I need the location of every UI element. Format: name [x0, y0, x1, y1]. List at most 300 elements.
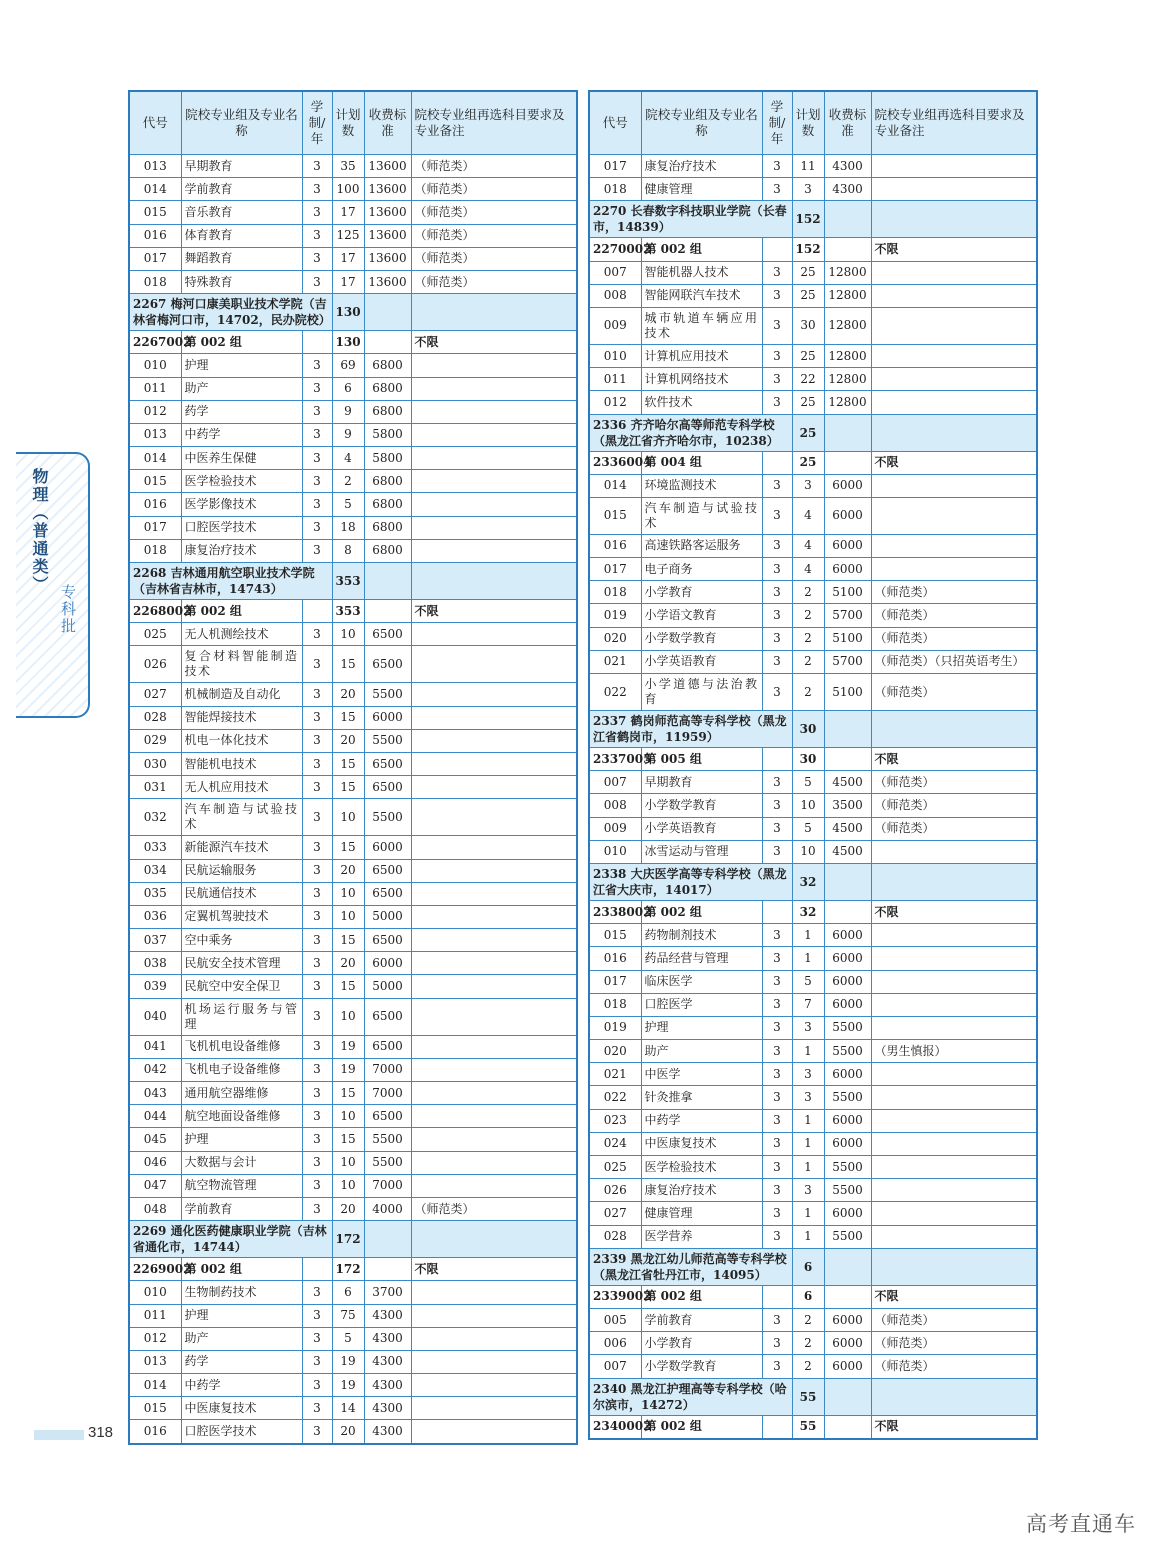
- major-name: 助产: [641, 1040, 762, 1063]
- major-name: 生物制药技术: [181, 1281, 302, 1304]
- major-plan: 15: [332, 929, 364, 952]
- major-years: 3: [762, 1355, 792, 1378]
- major-note: [411, 706, 577, 729]
- major-note: （师范类）: [411, 201, 577, 224]
- school-plan: 32: [792, 863, 824, 900]
- major-code: 010: [589, 344, 641, 367]
- major-fee: 5500: [824, 1040, 871, 1063]
- major-name: 康复治疗技术: [641, 1179, 762, 1202]
- major-row: [129, 270, 577, 293]
- major-fee: 5500: [824, 1179, 871, 1202]
- watermark: 高考直通车: [1026, 1512, 1136, 1536]
- major-years: 3: [762, 771, 792, 794]
- major-name: 大数据与会计: [181, 1151, 302, 1174]
- major-name: 计算机应用技术: [641, 344, 762, 367]
- major-name: 小学语文教育: [641, 604, 762, 627]
- major-years: 3: [302, 377, 332, 400]
- major-name: 健康管理: [641, 1202, 762, 1225]
- major-note: [411, 799, 577, 836]
- major-name: 学前教育: [181, 1197, 302, 1220]
- major-plan: 10: [332, 1174, 364, 1197]
- major-row: [589, 391, 1037, 414]
- major-note: [871, 1016, 1037, 1039]
- group-fee: [824, 451, 871, 474]
- major-name: 特殊教育: [181, 270, 302, 293]
- major-code: 014: [129, 447, 181, 470]
- major-plan: 10: [332, 1151, 364, 1174]
- major-plan: 2: [792, 1332, 824, 1355]
- major-note: [871, 970, 1037, 993]
- major-code: 016: [129, 493, 181, 516]
- major-years: 3: [302, 623, 332, 646]
- major-name: 音乐教育: [181, 201, 302, 224]
- major-name: 医学检验技术: [641, 1156, 762, 1179]
- major-note: [411, 423, 577, 446]
- major-code: 006: [589, 1332, 641, 1355]
- major-plan: 1: [792, 1202, 824, 1225]
- major-note: [871, 1202, 1037, 1225]
- major-code: 026: [589, 1179, 641, 1202]
- major-plan: 15: [332, 706, 364, 729]
- group-code: 2338002: [589, 900, 641, 923]
- header-plan: 计划数: [332, 91, 364, 155]
- major-name: 民航空中安全保卫: [181, 975, 302, 998]
- major-code: 012: [129, 400, 181, 423]
- major-note: [411, 447, 577, 470]
- group-plan: 353: [332, 600, 364, 623]
- major-name: 学前教育: [641, 1308, 762, 1331]
- major-code: 015: [589, 924, 641, 947]
- major-code: 024: [589, 1132, 641, 1155]
- major-note: [411, 776, 577, 799]
- group-name: 第 004 组: [641, 451, 762, 474]
- major-plan: 2: [792, 1355, 824, 1378]
- major-note: [871, 178, 1037, 201]
- group-plan: 30: [792, 748, 824, 771]
- major-row: [129, 952, 577, 975]
- major-code: 008: [589, 794, 641, 817]
- major-years: 3: [762, 1109, 792, 1132]
- major-row: [589, 261, 1037, 284]
- major-plan: 35: [332, 155, 364, 178]
- major-name: 中医学: [641, 1063, 762, 1086]
- major-plan: 20: [332, 952, 364, 975]
- major-row: [129, 1174, 577, 1197]
- major-note: [411, 1151, 577, 1174]
- major-row: [129, 493, 577, 516]
- major-row: [589, 1016, 1037, 1039]
- major-plan: 10: [792, 840, 824, 863]
- major-years: 3: [762, 924, 792, 947]
- major-years: 3: [302, 400, 332, 423]
- major-row: [129, 1281, 577, 1304]
- major-fee: 5000: [364, 905, 411, 928]
- school-note: [871, 1378, 1037, 1415]
- major-years: 3: [762, 368, 792, 391]
- major-fee: 5500: [824, 1016, 871, 1039]
- major-years: 3: [302, 836, 332, 859]
- major-note: [411, 1374, 577, 1397]
- major-note: [411, 1058, 577, 1081]
- major-name: 智能机器人技术: [641, 261, 762, 284]
- major-code: 017: [589, 970, 641, 993]
- group-fee: [364, 331, 411, 354]
- school-fee: [824, 711, 871, 748]
- major-name: 护理: [181, 354, 302, 377]
- major-note: [411, 1397, 577, 1420]
- major-note: [871, 474, 1037, 497]
- major-row: [589, 1132, 1037, 1155]
- school-name: 2337 鹤岗师范高等专科学校（黑龙江省鹤岗市，11959）: [589, 711, 792, 748]
- major-years: 3: [302, 539, 332, 562]
- major-note: （师范类）: [871, 604, 1037, 627]
- major-years: 3: [762, 391, 792, 414]
- major-plan: 10: [332, 623, 364, 646]
- group-row: [589, 748, 1037, 771]
- major-code: 015: [129, 470, 181, 493]
- major-years: 3: [302, 516, 332, 539]
- major-fee: 6000: [364, 836, 411, 859]
- major-code: 034: [129, 859, 181, 882]
- major-note: （师范类）: [411, 247, 577, 270]
- major-code: 047: [129, 1174, 181, 1197]
- major-note: [411, 975, 577, 998]
- major-fee: 6500: [364, 646, 411, 683]
- major-years: 3: [762, 1016, 792, 1039]
- major-fee: 13600: [364, 155, 411, 178]
- major-years: 3: [762, 178, 792, 201]
- major-code: 015: [129, 1397, 181, 1420]
- major-plan: 2: [792, 581, 824, 604]
- major-years: 3: [302, 1035, 332, 1058]
- major-note: [411, 1035, 577, 1058]
- major-plan: 19: [332, 1350, 364, 1373]
- major-code: 028: [589, 1225, 641, 1248]
- major-years: 3: [302, 270, 332, 293]
- major-plan: 10: [332, 905, 364, 928]
- major-fee: 5800: [364, 447, 411, 470]
- major-row: [589, 1086, 1037, 1109]
- page-number-bar: [34, 1430, 84, 1440]
- major-years: 3: [302, 224, 332, 247]
- header-code: 代号: [589, 91, 641, 155]
- major-plan: 4: [792, 497, 824, 534]
- major-code: 018: [589, 178, 641, 201]
- major-years: 3: [302, 1350, 332, 1373]
- major-note: [411, 1105, 577, 1128]
- school-row: [129, 294, 577, 331]
- major-name: 小学英语教育: [641, 817, 762, 840]
- major-fee: 6500: [364, 1105, 411, 1128]
- major-name: 飞机电子设备维修: [181, 1058, 302, 1081]
- major-note: [411, 929, 577, 952]
- major-years: 3: [762, 307, 792, 344]
- major-code: 031: [129, 776, 181, 799]
- major-fee: 4300: [364, 1327, 411, 1350]
- major-note: [871, 993, 1037, 1016]
- major-name: 机场运行服务与管理: [181, 998, 302, 1035]
- major-row: [589, 627, 1037, 650]
- school-name: 2336 齐齐哈尔高等师范专科学校（黑龙江省齐齐哈尔市，10238）: [589, 414, 792, 451]
- major-code: 017: [129, 247, 181, 270]
- major-years: 3: [302, 776, 332, 799]
- major-plan: 15: [332, 975, 364, 998]
- major-name: 临床医学: [641, 970, 762, 993]
- major-plan: 20: [332, 1420, 364, 1444]
- school-name: 2340 黑龙江护理高等专科学校（哈尔滨市，14272）: [589, 1378, 792, 1415]
- major-row: [129, 1197, 577, 1220]
- major-note: [871, 497, 1037, 534]
- major-name: 口腔医学技术: [181, 1420, 302, 1444]
- major-note: [411, 1082, 577, 1105]
- major-code: 019: [589, 1016, 641, 1039]
- major-fee: 5800: [364, 423, 411, 446]
- major-row: [129, 178, 577, 201]
- major-row: [589, 155, 1037, 178]
- major-note: （师范类）: [411, 1197, 577, 1220]
- group-years: [762, 748, 792, 771]
- major-plan: 1: [792, 1132, 824, 1155]
- major-note: [871, 558, 1037, 581]
- major-note: [411, 516, 577, 539]
- major-code: 023: [589, 1109, 641, 1132]
- major-row: [589, 970, 1037, 993]
- major-code: 025: [129, 623, 181, 646]
- group-plan: 55: [792, 1415, 824, 1439]
- major-fee: 4300: [364, 1420, 411, 1444]
- major-row: [589, 1355, 1037, 1378]
- major-name: 中医养生保健: [181, 447, 302, 470]
- major-row: [589, 1225, 1037, 1248]
- major-plan: 2: [792, 627, 824, 650]
- group-code: 2337005: [589, 748, 641, 771]
- major-code: 013: [129, 1350, 181, 1373]
- major-row: [129, 1035, 577, 1058]
- major-note: （师范类）: [871, 771, 1037, 794]
- major-years: 3: [302, 1281, 332, 1304]
- major-row: [129, 1374, 577, 1397]
- header-note: 院校专业组再选科目要求及专业备注: [871, 91, 1037, 155]
- major-name: 计算机网络技术: [641, 368, 762, 391]
- major-years: 3: [302, 1374, 332, 1397]
- major-fee: 5500: [364, 799, 411, 836]
- major-row: [589, 1179, 1037, 1202]
- major-code: 021: [589, 650, 641, 673]
- major-row: [129, 1105, 577, 1128]
- major-fee: 4500: [824, 817, 871, 840]
- major-fee: 6000: [824, 1355, 871, 1378]
- major-row: [129, 155, 577, 178]
- major-years: 3: [302, 729, 332, 752]
- major-row: [589, 650, 1037, 673]
- major-code: 011: [129, 1304, 181, 1327]
- major-years: 3: [762, 497, 792, 534]
- school-row: [589, 863, 1037, 900]
- major-row: [129, 929, 577, 952]
- major-years: 3: [762, 604, 792, 627]
- major-plan: 15: [332, 1128, 364, 1151]
- major-fee: 6000: [824, 1202, 871, 1225]
- school-note: [871, 414, 1037, 451]
- major-fee: 7000: [364, 1058, 411, 1081]
- group-name: 第 002 组: [641, 238, 762, 261]
- major-name: 汽车制造与试验技术: [181, 799, 302, 836]
- major-plan: 25: [792, 391, 824, 414]
- major-note: [871, 1063, 1037, 1086]
- major-name: 环境监测技术: [641, 474, 762, 497]
- major-plan: 15: [332, 752, 364, 775]
- group-plan: 25: [792, 451, 824, 474]
- major-plan: 20: [332, 859, 364, 882]
- major-years: 3: [302, 1304, 332, 1327]
- major-name: 复合材料智能制造技术: [181, 646, 302, 683]
- major-note: [411, 354, 577, 377]
- major-years: 3: [302, 1397, 332, 1420]
- major-row: [129, 400, 577, 423]
- major-fee: 4300: [824, 178, 871, 201]
- major-code: 046: [129, 1151, 181, 1174]
- major-years: 3: [302, 493, 332, 516]
- major-fee: 6500: [364, 752, 411, 775]
- major-plan: 2: [792, 674, 824, 711]
- school-note: [411, 563, 577, 600]
- major-row: [589, 581, 1037, 604]
- major-fee: 4300: [364, 1350, 411, 1373]
- major-years: 3: [762, 1225, 792, 1248]
- major-years: 3: [302, 905, 332, 928]
- header-fee: 收费标准: [364, 91, 411, 155]
- major-row: [129, 776, 577, 799]
- major-note: （师范类）: [871, 581, 1037, 604]
- major-note: [411, 539, 577, 562]
- major-plan: 30: [792, 307, 824, 344]
- major-plan: 2: [792, 1308, 824, 1331]
- major-fee: 6000: [824, 1063, 871, 1086]
- major-fee: 6500: [364, 776, 411, 799]
- major-fee: 6000: [824, 970, 871, 993]
- major-code: 045: [129, 1128, 181, 1151]
- group-row: [589, 1415, 1037, 1439]
- major-row: [589, 1308, 1037, 1331]
- major-name: 药物制剂技术: [641, 924, 762, 947]
- major-code: 010: [129, 1281, 181, 1304]
- major-code: 010: [589, 840, 641, 863]
- side-tab-title: 物理（普通类）: [30, 468, 49, 594]
- major-note: [871, 284, 1037, 307]
- major-row: [129, 1327, 577, 1350]
- major-note: [871, 1179, 1037, 1202]
- major-row: [129, 1420, 577, 1444]
- group-years: [762, 1285, 792, 1308]
- major-name: 智能焊接技术: [181, 706, 302, 729]
- major-code: 007: [589, 261, 641, 284]
- major-plan: 19: [332, 1058, 364, 1081]
- major-code: 016: [589, 534, 641, 557]
- major-plan: 9: [332, 423, 364, 446]
- major-code: 008: [589, 284, 641, 307]
- major-code: 037: [129, 929, 181, 952]
- major-code: 025: [589, 1156, 641, 1179]
- group-note: 不限: [871, 1415, 1037, 1439]
- major-fee: 6000: [824, 1332, 871, 1355]
- major-years: 3: [762, 581, 792, 604]
- major-years: 3: [762, 261, 792, 284]
- group-code: 2268002: [129, 600, 181, 623]
- major-row: [129, 905, 577, 928]
- major-years: 3: [762, 155, 792, 178]
- major-name: 药品经营与管理: [641, 947, 762, 970]
- major-name: 空中乘务: [181, 929, 302, 952]
- group-fee: [824, 1285, 871, 1308]
- major-code: 007: [589, 1355, 641, 1378]
- major-years: 3: [302, 155, 332, 178]
- major-code: 016: [129, 1420, 181, 1444]
- major-row: [129, 539, 577, 562]
- major-plan: 1: [792, 947, 824, 970]
- major-fee: 5500: [824, 1156, 871, 1179]
- major-plan: 10: [792, 794, 824, 817]
- major-name: 航空地面设备维修: [181, 1105, 302, 1128]
- major-row: [129, 1082, 577, 1105]
- group-code: 2336004: [589, 451, 641, 474]
- table-body-right: [589, 155, 1037, 1439]
- major-note: （师范类）: [871, 1332, 1037, 1355]
- major-plan: 125: [332, 224, 364, 247]
- major-name: 软件技术: [641, 391, 762, 414]
- major-row: [129, 799, 577, 836]
- group-name: 第 002 组: [641, 1415, 762, 1439]
- major-name: 康复治疗技术: [181, 539, 302, 562]
- school-name: 2270 长春数字科技职业学院（长春市，14839）: [589, 201, 792, 238]
- major-row: [129, 1128, 577, 1151]
- group-row: [589, 1285, 1037, 1308]
- major-note: [871, 947, 1037, 970]
- major-plan: 3: [792, 1063, 824, 1086]
- major-fee: 6800: [364, 400, 411, 423]
- major-code: 012: [589, 391, 641, 414]
- major-row: [589, 1109, 1037, 1132]
- major-plan: 69: [332, 354, 364, 377]
- header-years: 学制/年: [302, 91, 332, 155]
- major-name: 小学教育: [641, 581, 762, 604]
- group-fee: [364, 1258, 411, 1281]
- major-fee: 12800: [824, 344, 871, 367]
- major-fee: 6800: [364, 377, 411, 400]
- major-years: 3: [302, 952, 332, 975]
- major-row: [129, 516, 577, 539]
- major-fee: 7000: [364, 1174, 411, 1197]
- major-code: 015: [129, 201, 181, 224]
- major-name: 航空物流管理: [181, 1174, 302, 1197]
- school-plan: 172: [332, 1221, 364, 1258]
- school-row: [589, 711, 1037, 748]
- major-plan: 20: [332, 1197, 364, 1220]
- major-years: 3: [762, 1156, 792, 1179]
- school-name: 2268 吉林通用航空职业技术学院（吉林省吉林市，14743）: [129, 563, 332, 600]
- major-name: 电子商务: [641, 558, 762, 581]
- major-row: [129, 859, 577, 882]
- major-code: 017: [589, 155, 641, 178]
- major-name: 护理: [181, 1304, 302, 1327]
- group-row: [589, 238, 1037, 261]
- major-code: 005: [589, 1308, 641, 1331]
- major-name: 通用航空器维修: [181, 1082, 302, 1105]
- group-name: 第 002 组: [641, 1285, 762, 1308]
- major-code: 020: [589, 1040, 641, 1063]
- major-code: 018: [129, 539, 181, 562]
- major-name: 城市轨道车辆应用技术: [641, 307, 762, 344]
- major-code: 044: [129, 1105, 181, 1128]
